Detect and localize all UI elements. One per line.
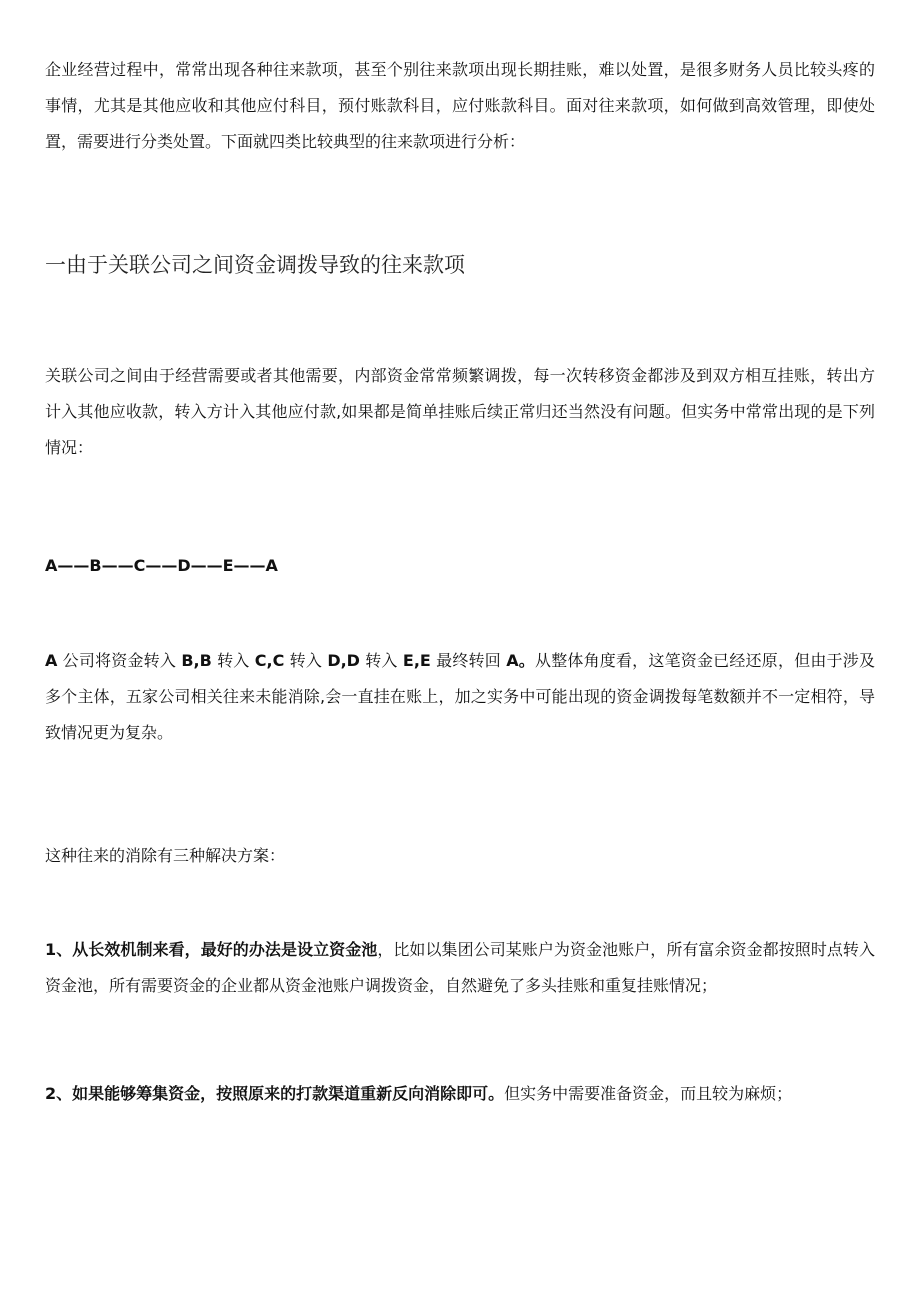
example-text: 转入: [211, 651, 255, 670]
company-label: C,C: [254, 651, 285, 670]
related-party-paragraph: 关联公司之间由于经营需要或者其他需要，内部资金常常频繁调拨，每一次转移资金都涉及到双方相互挂账，转出方计入其他应收款，转入方计入其他应付款,如果都是简单挂账后续正常归还当然没有问题。但实务中常常出现的是下列情况：: [45, 366, 875, 457]
company-label: A: [45, 651, 58, 670]
example-text: 最终转回: [430, 651, 507, 670]
solution-2-text: 但实务中需要准备资金，而且较为麻烦；: [504, 1084, 793, 1103]
section-heading: 一由于关联公司之间资金调拨导致的往来款项: [45, 253, 465, 277]
example-text: 从整体角度看，这笔资金已经还原，但由于涉及多个主体，五家公司相关往来未能消除,会一直挂在账上，加之实务中可能出现的资金调拨每笔数额并不一定相符，导致情况更为复杂。: [45, 651, 875, 742]
fund-flow-chain: A——B——C——D——E——A: [45, 556, 278, 575]
example-text: 转入: [359, 651, 403, 670]
example-text: 公司将资金转入: [57, 651, 182, 670]
solution-1-text: ，比如以集团公司某账户为资金池账户，所有富余资金都按照时点转入资金池，所有需要资金的企业都从资金池账户调拨资金，自然避免了多头挂账和重复挂账情况；: [45, 940, 875, 995]
solution-1-title: 1、从长效机制来看，最好的办法是设立资金池: [45, 940, 378, 959]
company-label: D,D: [327, 651, 360, 670]
solution-2-title: 2、如果能够筹集资金，按照原来的打款渠道重新反向消除即可。: [45, 1084, 505, 1103]
example-text: 转入: [284, 651, 328, 670]
solutions-intro: 这种往来的消除有三种解决方案：: [45, 846, 286, 865]
intro-paragraph: 企业经营过程中，常常出现各种往来款项，甚至个别往来款项出现长期挂账，难以处置，是很多财务人员比较头疼的事情，尤其是其他应收和其他应付科目，预付账款科目，应付账款科目。面对往来款项，如何做到高效管理，即使处置，需要进行分类处置。下面就四类比较典型的往来款项进行分析：: [45, 60, 875, 151]
solution-2: [45, 1076, 875, 1112]
solution-1: [45, 932, 875, 1004]
company-label: B,B: [181, 651, 212, 670]
company-label: E,E: [402, 651, 431, 670]
company-label: A。: [506, 651, 535, 670]
example-paragraph: [45, 643, 875, 751]
